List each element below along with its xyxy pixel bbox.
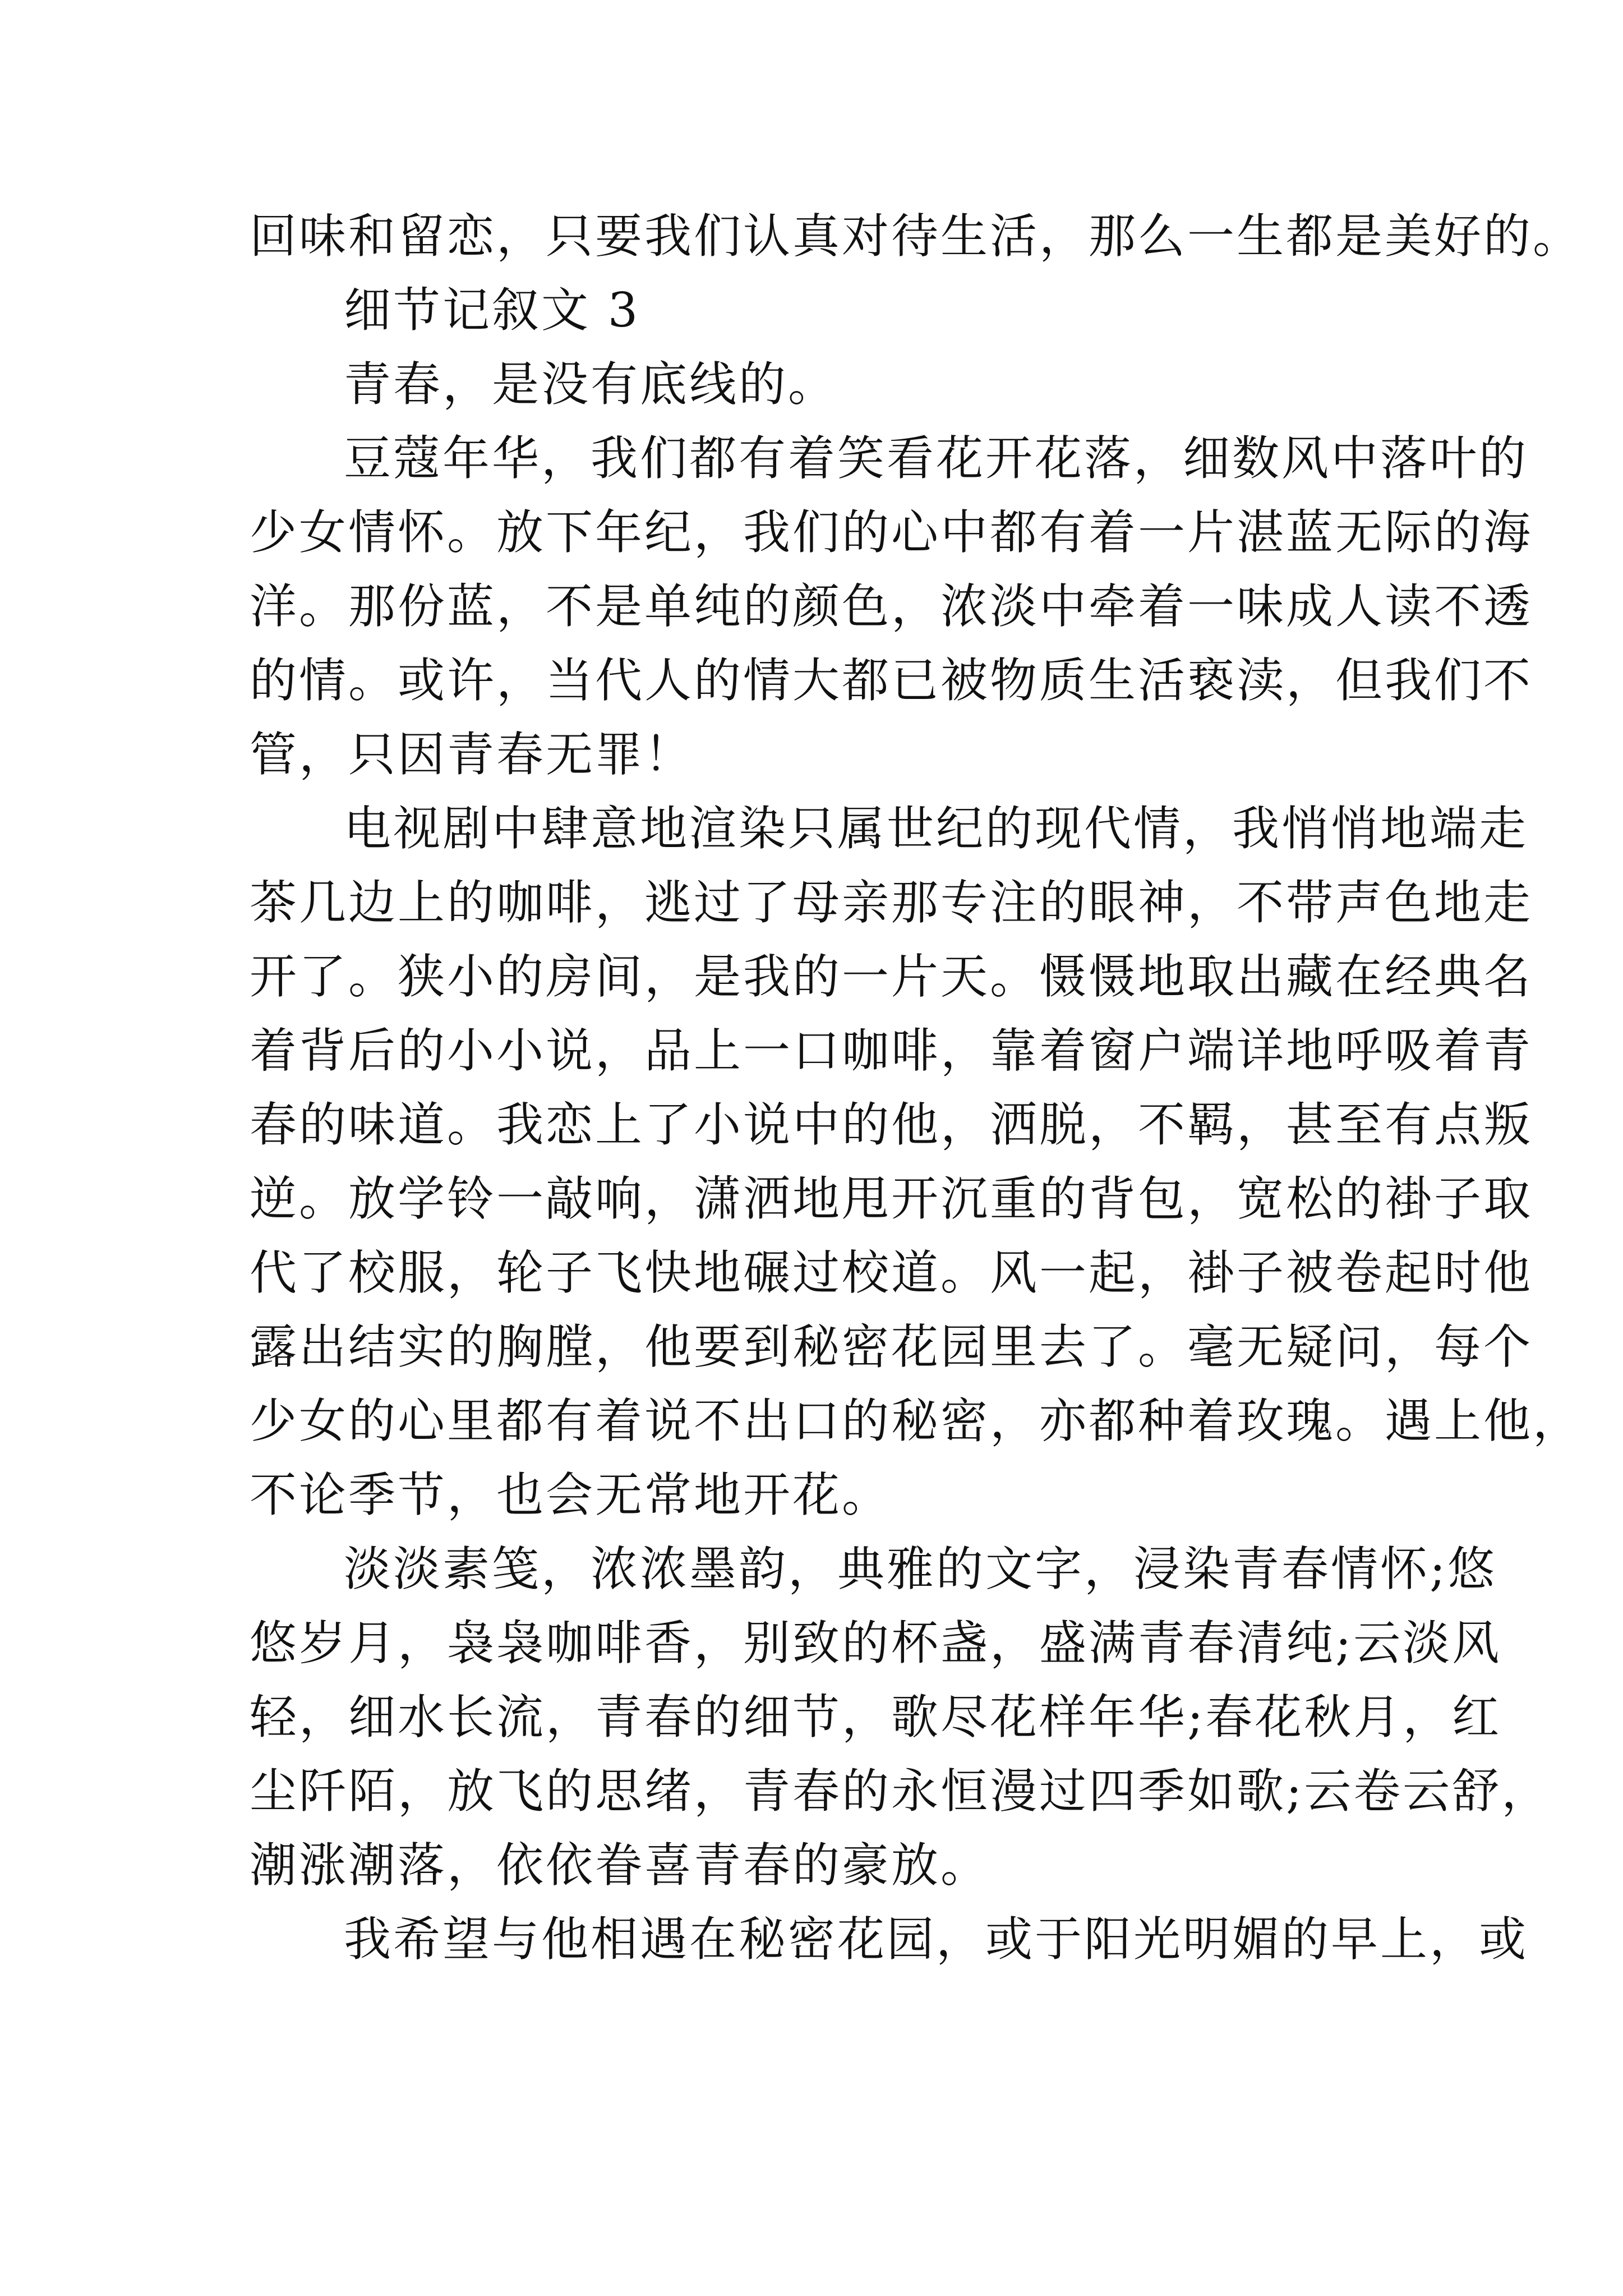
- text-line: 轻，细水长流，青春的细节，歌尽花样年华;春花秋月，红: [250, 1690, 1502, 1745]
- text-line: 少女情怀。放下年纪，我们的心中都有着一片湛蓝无际的海: [250, 505, 1533, 560]
- text-line: 管，只因青春无罪！: [250, 727, 694, 782]
- text-line: 豆蔻年华，我们都有着笑看花开花落，细数风中落叶的: [344, 431, 1529, 486]
- text-line: 我希望与他相遇在秘密花园，或于阳光明媚的早上，或: [344, 1912, 1529, 1967]
- text-line: 青春，是没有底线的。: [344, 357, 838, 412]
- article-body: [250, 199, 1583, 1976]
- text-line: 尘阡陌，放飞的思绪，青春的永恒漫过四季如歌;云卷云舒，: [250, 1764, 1551, 1819]
- text-line: 少女的心里都有着说不出口的秘密，亦都种着玫瑰。遇上他，: [250, 1393, 1583, 1448]
- text-line: 电视剧中肆意地渲染只属世纪的现代情，我悄悄地端走: [344, 801, 1529, 856]
- text-line: 茶几边上的咖啡，逃过了母亲那专注的眼神，不带声色地走: [250, 875, 1533, 930]
- text-line: 代了校服，轮子飞快地碾过校道。风一起，褂子被卷起时他: [250, 1245, 1533, 1300]
- text-line: 着背后的小小说，品上一口咖啡，靠着窗户端详地呼吸着青: [250, 1023, 1533, 1078]
- text-line: 春的味道。我恋上了小说中的他，洒脱，不羁，甚至有点叛: [250, 1097, 1533, 1152]
- text-line: 淡淡素笺，浓浓墨韵，典雅的文字，浸染青春情怀;悠: [344, 1542, 1497, 1596]
- text-line: 悠岁月，袅袅咖啡香，别致的杯盏，盛满青春清纯;云淡风: [250, 1616, 1502, 1671]
- section-heading: 细节记叙文 3: [344, 283, 640, 338]
- text-line: 不论季节，也会无常地开花。: [250, 1467, 892, 1522]
- text-line: 回味和留恋，只要我们认真对待生活，那么一生都是美好的。: [250, 209, 1583, 264]
- text-line: 开了。狭小的房间，是我的一片天。慑慑地取出藏在经典名: [250, 949, 1533, 1004]
- text-line: 露出结实的胸膛，他要到秘密花园里去了。毫无疑问，每个: [250, 1319, 1533, 1374]
- text-line: 逆。放学铃一敲响，潇洒地甩开沉重的背包，宽松的褂子取: [250, 1171, 1533, 1226]
- text-line: 的情。或许，当代人的情大都已被物质生活亵渎，但我们不: [250, 653, 1533, 708]
- text-line: 洋。那份蓝，不是单纯的颜色，浓淡中牵着一味成人读不透: [250, 579, 1533, 634]
- text-line: 潮涨潮落，依依眷喜青春的豪放。: [250, 1838, 990, 1893]
